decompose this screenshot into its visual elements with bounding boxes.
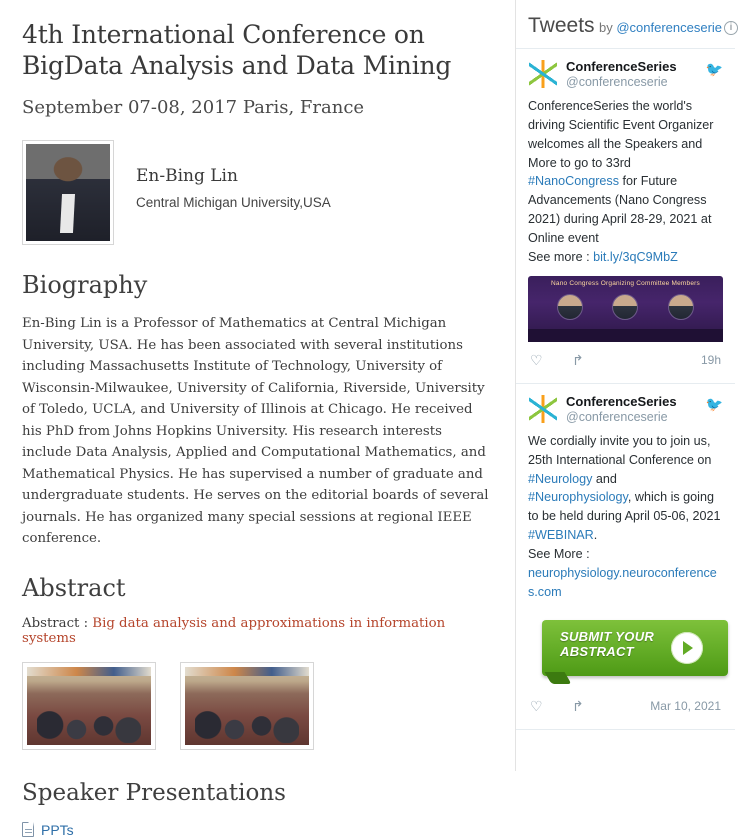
committee-member-photo	[612, 294, 638, 320]
twitter-sidebar	[515, 0, 735, 771]
tweet-seemore-label: See more :	[528, 250, 594, 264]
abstract-title-line	[22, 616, 491, 646]
abstract-title: Big data analysis and approximations in information systems	[22, 615, 446, 646]
share-icon[interactable]: ↱	[572, 351, 584, 368]
committee-member-photo	[668, 294, 694, 320]
like-icon[interactable]: ♡	[530, 697, 543, 714]
tweet-text-2: for Future Advancements (Nano Congress 2021) during April 28-29, 2021 at Online event	[528, 174, 712, 246]
tweet-body	[528, 432, 723, 602]
tweet-url-link[interactable]: neurophysiology.neuroconferences.com	[528, 566, 717, 599]
tweet-card-footer-bar	[528, 329, 723, 342]
tweet-actions	[528, 692, 723, 723]
biography-heading: Biography	[22, 271, 148, 299]
tweet-timestamp: 19h	[700, 353, 721, 368]
twitter-widget-title: Tweets	[528, 14, 595, 37]
abstract-image-2[interactable]	[180, 662, 314, 750]
abstract-label: Abstract :	[22, 615, 93, 631]
avatar	[528, 394, 558, 424]
portrait-image	[26, 144, 110, 241]
tweet-item[interactable]	[516, 384, 735, 730]
file-icon	[22, 822, 34, 837]
tweet-hashtag-neurology[interactable]: #Neurology	[528, 471, 593, 486]
twitter-widget-handle[interactable]: @conferenceserie	[616, 20, 723, 35]
speaker-block	[22, 140, 491, 245]
tweet-author-handle[interactable]: @conferenceserie	[566, 410, 668, 425]
twitter-bird-icon: 🐦	[705, 395, 723, 412]
tweet-actions	[528, 346, 723, 377]
speaker-photo	[22, 140, 114, 245]
audience-photo-1	[27, 667, 151, 745]
tweet-hashtag-webinar[interactable]: #WEBINAR	[528, 528, 594, 543]
tweet-text-4: .	[593, 528, 598, 543]
tweet-hashtag-nanocongress[interactable]: #NanoCongress	[528, 174, 620, 189]
banner-line-1: SUBMIT YOUR	[560, 628, 655, 644]
biography-text: En-Bing Lin is a Professor of Mathematics at Central Michigan University, USA. He has been associated with several institutions including Massachusetts Institute of Technology, University of Wisconsin-Milwaukee, University of California, Riverside, University of Toledo, UCLA, and University of Illinois at Chicago. He received his PhD from Johns Hopkins University. His research interests include Data Analysis, Applied and Computational Mathematics, and Mathematical Physics. He has supervised a number of graduate and undergraduate students. He serves on the editorial boards of several journals. He has organized many special sessions at regional IEEE conference.	[22, 316, 489, 547]
speaker-affiliation: Central Michigan University,USA	[136, 195, 331, 210]
tweet-author-names	[566, 59, 677, 91]
avatar	[528, 59, 558, 89]
banner-text	[560, 630, 654, 660]
tweet-author-names	[566, 394, 677, 426]
tweet-shortlink[interactable]: bit.ly/3qC9MbZ	[593, 250, 678, 264]
twitter-widget-by: by	[598, 20, 617, 35]
tweet-author-name: ConferenceSeries	[566, 393, 677, 409]
info-icon[interactable]: i	[724, 21, 738, 35]
abstract-image-row	[22, 662, 491, 750]
ppt-download-link[interactable]	[22, 822, 491, 838]
tweet-author-row	[528, 59, 723, 91]
committee-member-photo	[557, 294, 583, 320]
speaker-name: En-Bing Lin	[136, 166, 238, 186]
like-icon[interactable]: ♡	[530, 351, 543, 368]
tweet-timestamp: Mar 10, 2021	[650, 699, 721, 714]
banner-line-2: ABSTRACT	[560, 643, 634, 659]
tweet-author-handle[interactable]: @conferenceserie	[566, 75, 668, 90]
submit-abstract-banner[interactable]	[542, 614, 715, 682]
tweet-author-row	[528, 394, 723, 426]
tweet-card-faces	[528, 294, 723, 320]
tweet-hashtag-neurophysiology[interactable]: #Neurophysiology	[528, 490, 628, 505]
tweet-body	[528, 97, 723, 267]
tweet-author-name: ConferenceSeries	[566, 59, 677, 74]
tweet-text-1: We cordially invite you to join us, 25th International Conference on	[528, 433, 712, 467]
page-title: 4th International Conference on BigData Analysis and Data Mining	[22, 20, 452, 80]
twitter-widget-header	[516, 0, 735, 49]
share-icon[interactable]: ↱	[572, 697, 584, 714]
tweet-text-1: ConferenceSeries the world's driving Scientific Event Organizer welcomes all the Speakers and More to go to 33rd	[528, 98, 714, 170]
abstract-heading: Abstract	[22, 573, 126, 602]
speaker-presentations-heading: Speaker Presentations	[22, 779, 286, 806]
logo-star-icon	[529, 395, 557, 423]
ppt-link-label: PPTs	[41, 821, 74, 838]
tweet-text-3: , which is going to be held during April 05-06, 2021	[528, 490, 721, 524]
tweet-seemore-label: See More :	[528, 547, 590, 562]
audience-photo-2	[185, 667, 309, 745]
twitter-bird-icon: 🐦	[705, 61, 723, 77]
tweet-card-title: Nano Congress Organizing Committee Members	[551, 279, 700, 287]
abstract-image-1[interactable]	[22, 662, 156, 750]
tweet-item[interactable]	[516, 49, 735, 384]
logo-star-icon	[529, 60, 557, 88]
conference-date-location: September 07-08, 2017 Paris, France	[22, 97, 365, 118]
speaker-meta	[114, 140, 331, 210]
tweet-media-card[interactable]	[528, 276, 723, 342]
chevron-right-icon[interactable]	[671, 632, 703, 664]
tweet-text-2: and	[592, 471, 617, 486]
